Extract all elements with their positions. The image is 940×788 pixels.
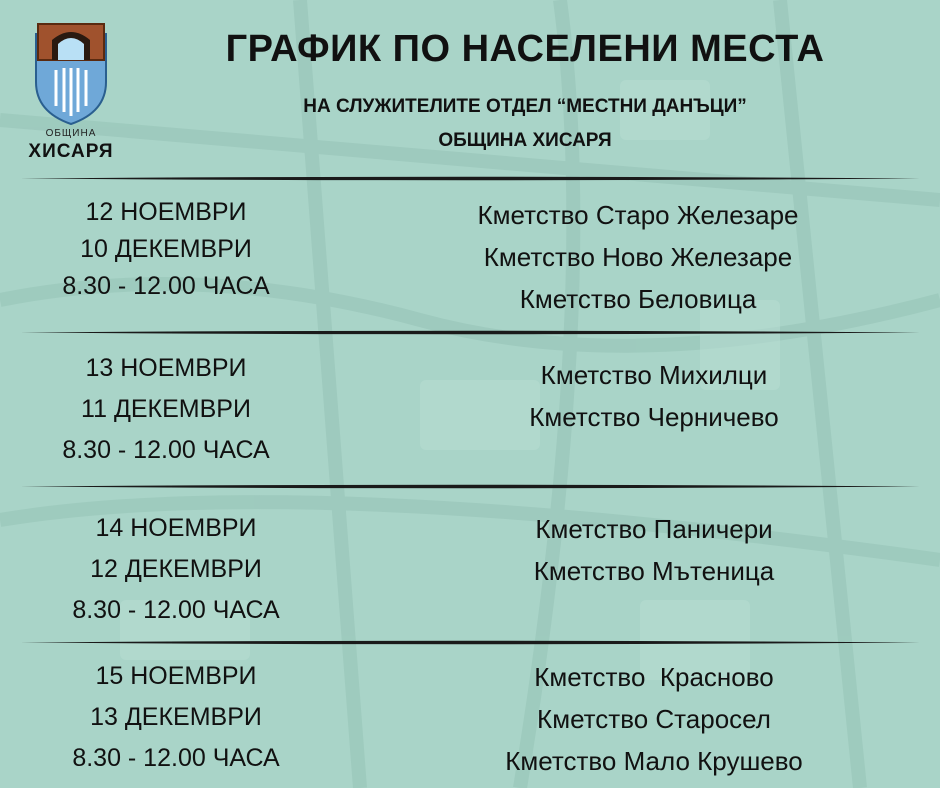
schedule-dates (16, 194, 316, 305)
date-november: 15 НОЕМВРИ (95, 662, 257, 690)
place-item: Кметство Красново (534, 662, 774, 692)
page-subtitle (190, 90, 860, 158)
logo-caption-town: ХИСАРЯ (28, 141, 114, 162)
working-hours: 8.30 - 12.00 ЧАСА (62, 436, 270, 464)
place-item: Кметство Черничево (529, 402, 779, 432)
divider (20, 640, 920, 645)
date-november: 12 НОЕМВРИ (85, 198, 247, 226)
place-item: Кметство Мътеница (533, 556, 775, 586)
date-december: 11 ДЕКЕМВРИ (81, 395, 251, 423)
logo-caption-small: ОБЩИНА (45, 128, 97, 139)
schedule-places (424, 508, 884, 592)
coat-of-arms-icon (28, 20, 114, 128)
place-item: Кметство Старо Железаре (477, 200, 799, 230)
working-hours: 8.30 - 12.00 ЧАСА (62, 272, 270, 300)
divider (20, 330, 920, 335)
subtitle-line-2: ОБЩИНА ХИСАРЯ (438, 130, 612, 151)
page-title: ГРАФИК ПО НАСЕЛЕНИ МЕСТА (225, 28, 825, 70)
place-item: Кметство Мало Крушево (505, 746, 803, 776)
date-november: 13 НОЕМВРИ (85, 354, 247, 382)
schedule-dates (26, 508, 326, 631)
divider (20, 176, 920, 181)
date-november: 14 НОЕМВРИ (95, 514, 257, 542)
place-item: Кметство Старосел (537, 704, 771, 734)
date-december: 13 ДЕКЕМВРИ (90, 703, 262, 731)
schedule-places (424, 354, 884, 438)
place-item: Кметство Михилци (540, 360, 768, 390)
place-item: Кметство Ново Железаре (483, 242, 793, 272)
schedule-places (408, 194, 868, 320)
schedule-dates (16, 348, 316, 471)
date-december: 10 ДЕКЕМВРИ (80, 235, 252, 263)
municipality-logo (28, 20, 124, 170)
working-hours: 8.30 - 12.00 ЧАСА (72, 596, 280, 624)
place-item: Кметство Паничери (535, 514, 773, 544)
schedule-dates (26, 656, 326, 779)
divider (20, 484, 920, 489)
schedule-places (424, 656, 884, 782)
subtitle-line-1: НА СЛУЖИТЕЛИТЕ ОТДЕЛ “МЕСТНИ ДАНЪЦИ” (303, 96, 747, 117)
date-december: 12 ДЕКЕМВРИ (90, 555, 262, 583)
place-item: Кметство Беловица (519, 284, 757, 314)
working-hours: 8.30 - 12.00 ЧАСА (72, 744, 280, 772)
